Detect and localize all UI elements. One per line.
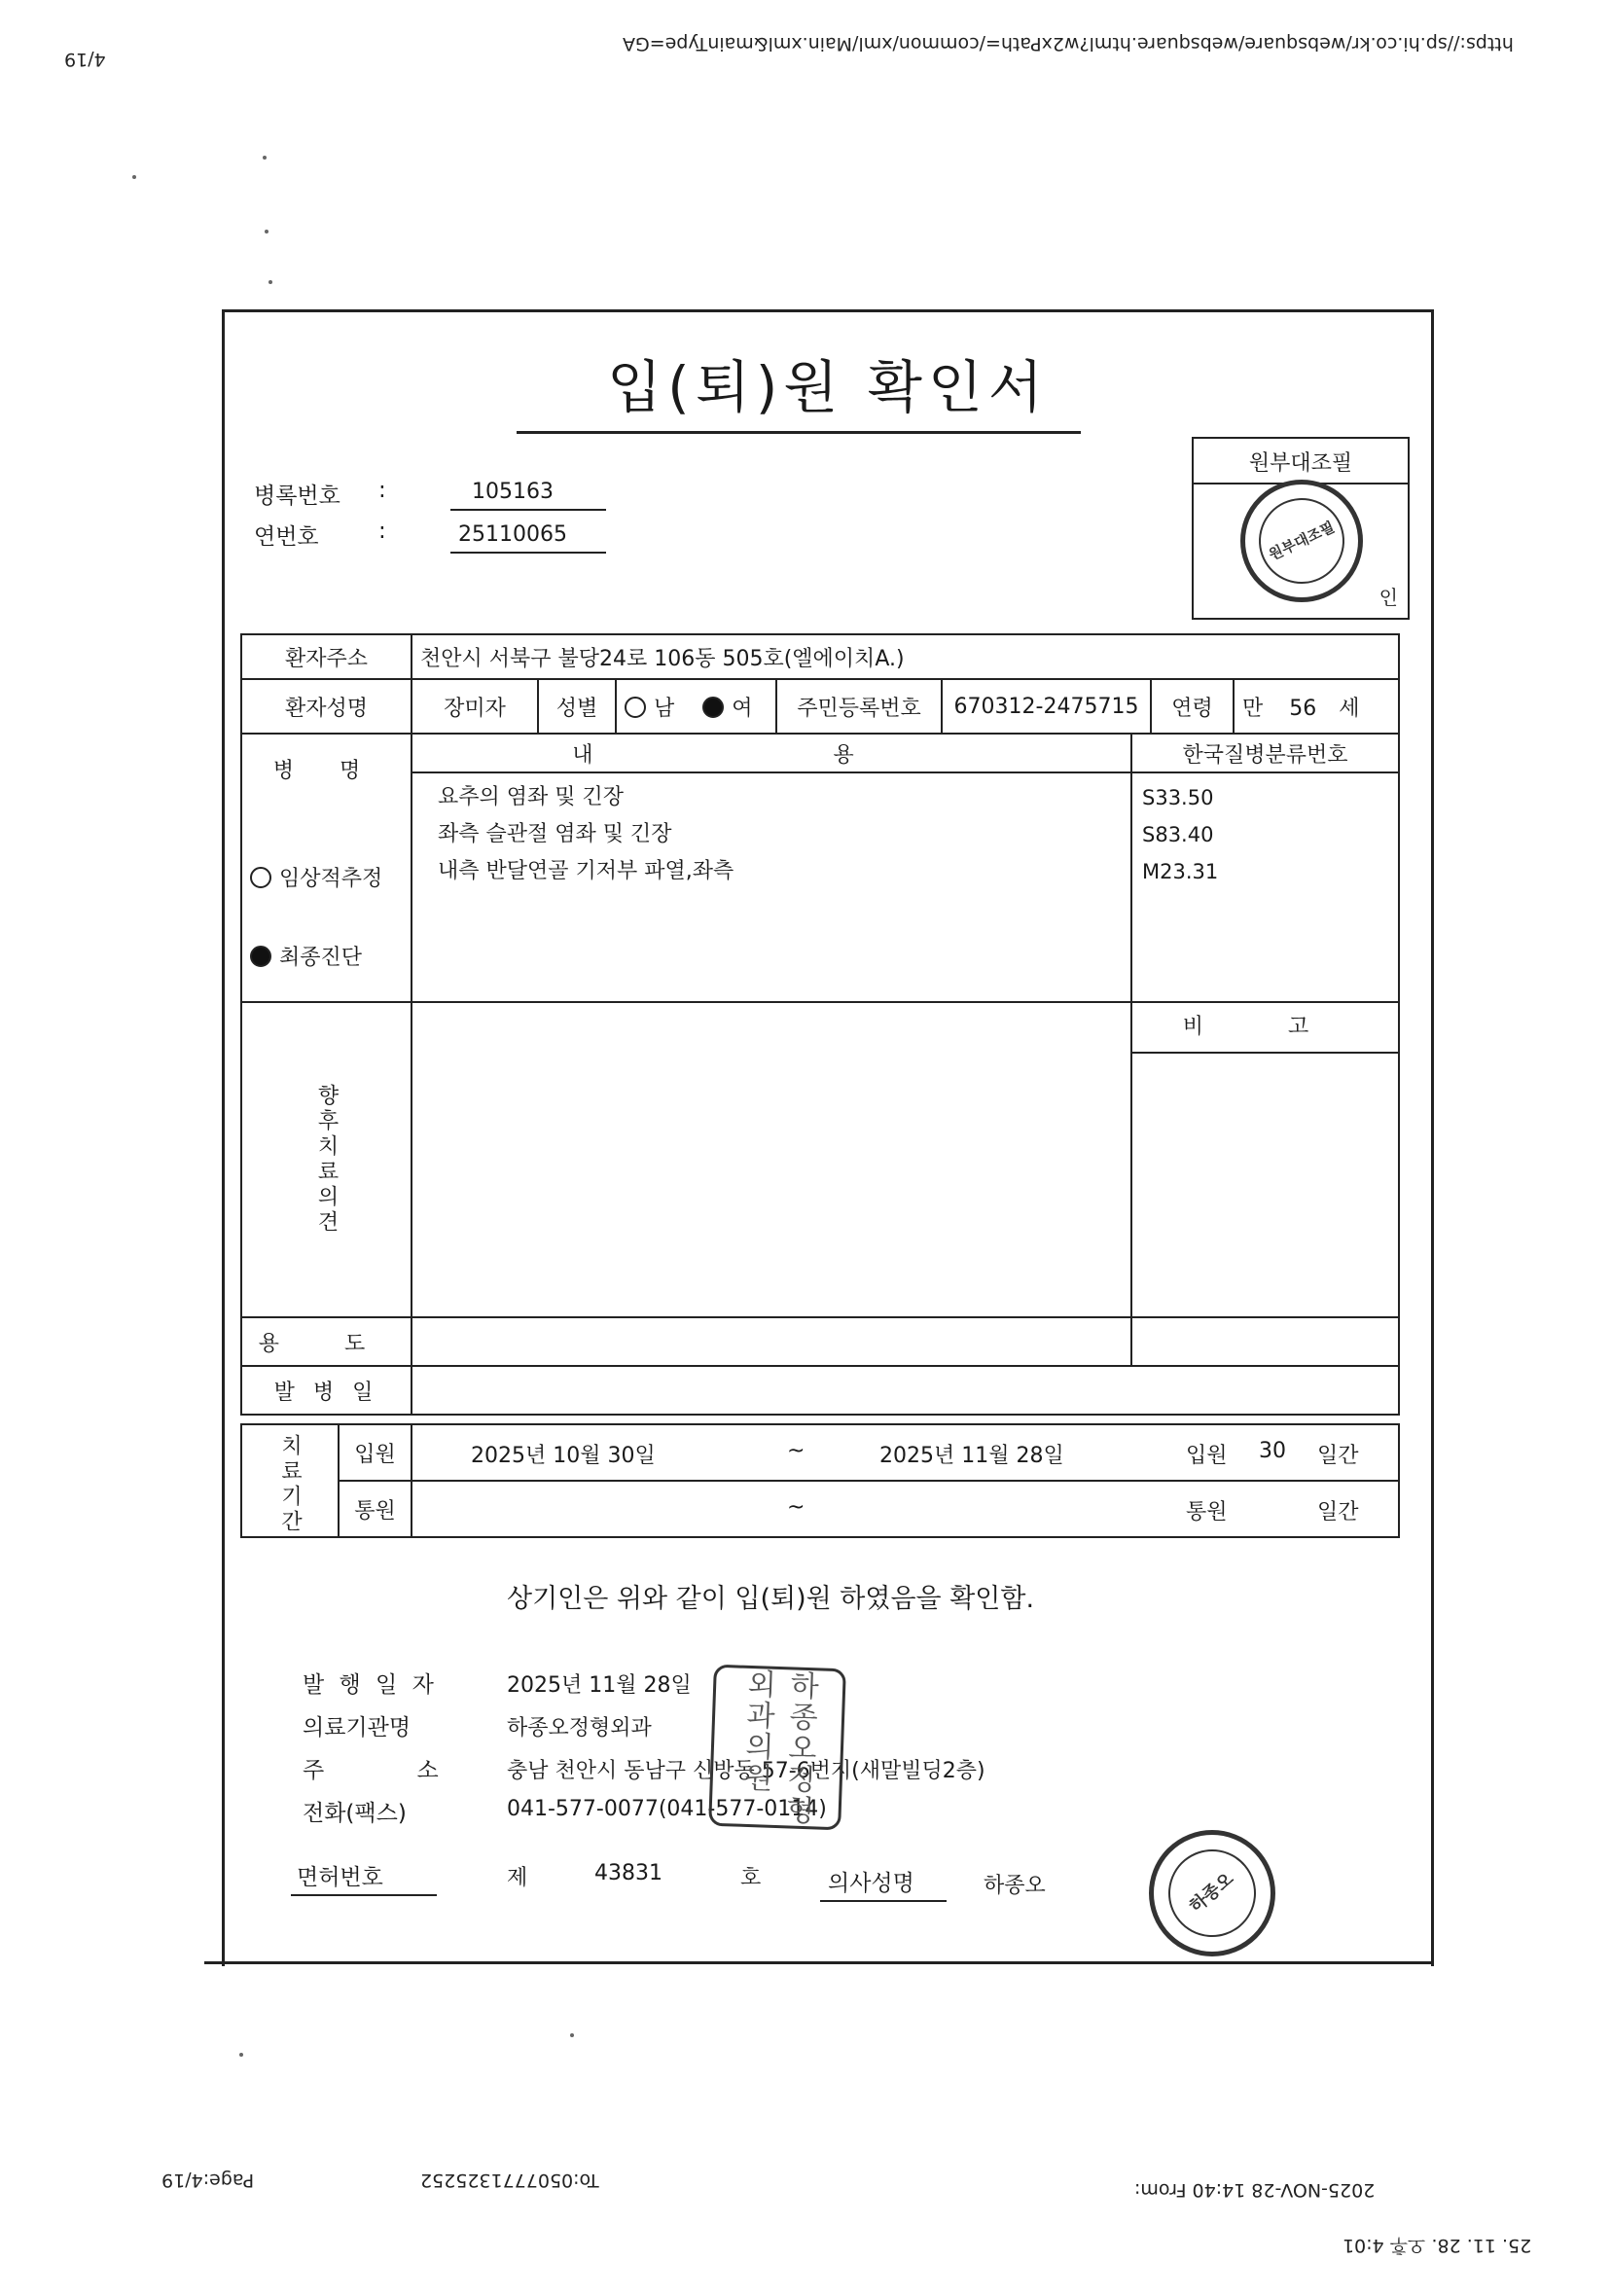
onset-label: 발 병 일 — [241, 1366, 412, 1415]
doctor-label: 의사성명 — [828, 1871, 914, 1896]
doctor-name: 하종오 — [984, 1874, 1046, 1898]
name-label: 환자성명 — [241, 679, 412, 734]
rrn-label: 주민등록번호 — [776, 679, 942, 734]
diagnosis-label: 병 명 — [272, 759, 380, 783]
clinical-option — [250, 862, 403, 892]
remarks-cell — [1131, 1002, 1399, 1317]
document-title: 입(퇴)원 확인서 — [607, 354, 1049, 420]
outpatient-row — [412, 1481, 1399, 1537]
outpatient-label: 통원 — [339, 1481, 412, 1537]
phone-label: 전화(팩스) — [303, 1801, 407, 1826]
diagnosis-code: S33.50 — [1142, 786, 1214, 809]
female-label: 여 — [732, 696, 753, 721]
title-underline — [517, 431, 1081, 434]
admission-certificate — [222, 309, 1434, 1966]
future-treatment-label-cell — [241, 1002, 412, 1317]
record-no-underline — [450, 509, 606, 511]
stamp-box-mark: 인 — [1378, 586, 1398, 609]
inpatient-days-unit: 일간 — [1317, 1444, 1359, 1468]
sex-label: 성별 — [538, 679, 616, 734]
final-radio-icon — [250, 946, 271, 967]
address-label: 환자주소 — [241, 634, 412, 679]
remarks-label: 비 고 — [1132, 1003, 1398, 1054]
issue-date: 2025년 11월 28일 — [507, 1673, 692, 1698]
final-option — [250, 941, 403, 971]
age-cell — [1234, 679, 1399, 734]
future-treatment-content — [412, 1002, 1131, 1317]
fax-footer-sender: 2025-NOV-28 14:40 From: — [1134, 2179, 1376, 2201]
age-unit: 세 — [1339, 696, 1360, 721]
inpatient-row — [412, 1424, 1399, 1481]
purpose-label: 용 도 — [241, 1317, 412, 1366]
scan-speck — [265, 230, 268, 233]
code-list — [1131, 772, 1399, 1002]
treatment-period-label: 치료기간 — [277, 1434, 303, 1535]
license-label: 면허번호 — [297, 1865, 383, 1890]
outpatient-days-label: 통원 — [1186, 1500, 1228, 1525]
patient-name: 장미자 — [412, 679, 538, 734]
inpatient-days: 30 — [1259, 1439, 1286, 1463]
license-suffix: 호 — [740, 1866, 762, 1890]
age-prefix: 만 — [1242, 696, 1264, 721]
purpose-remarks — [1131, 1317, 1399, 1366]
onset-content — [412, 1366, 1399, 1415]
scan-speck — [268, 280, 272, 284]
fax-url: https://sp.hi.co.kr/websquare/websquare.html?w2xPath=/common/xml/Main.xml&mainType=GA — [623, 33, 1514, 54]
fax-footer-to: To:0507771325252 — [420, 2170, 599, 2191]
future-treatment-label: 향후치료의견 — [314, 1084, 339, 1236]
diagnosis-code: S83.40 — [1142, 823, 1214, 846]
record-no-label: 병록번호 — [254, 484, 340, 509]
scan-speck — [239, 2053, 243, 2057]
clinical-radio-icon — [250, 867, 271, 888]
hospital-label: 의료기관명 — [303, 1715, 412, 1740]
female-radio-icon — [702, 697, 724, 718]
scan-speck — [570, 2033, 574, 2037]
code-header: 한국질병분류번호 — [1131, 734, 1399, 772]
diagnosis-item: 요추의 염좌 및 긴장 — [438, 785, 624, 809]
diagnosis-code: M23.31 — [1142, 860, 1219, 883]
sex-options — [616, 679, 776, 734]
content-header: 내 용 — [412, 734, 1131, 772]
issue-date-label: 발 행 일 자 — [303, 1672, 438, 1698]
stamp-box-label: 원부대조필 — [1194, 447, 1408, 484]
male-label: 남 — [654, 696, 675, 721]
inpatient-label: 입원 — [339, 1424, 412, 1481]
purpose-content — [412, 1317, 1131, 1366]
serial-no-underline — [450, 552, 606, 554]
license-number: 43831 — [594, 1861, 662, 1885]
outpatient-tilde: ~ — [787, 1495, 806, 1520]
form-bottom-border — [204, 1961, 1432, 1964]
fax-page-top: 4/19 — [64, 49, 106, 70]
diagnosis-label-cell — [241, 734, 412, 1002]
diagnosis-item: 내측 반달연골 기저부 파열,좌측 — [438, 859, 734, 883]
inpatient-end: 2025년 11월 28일 — [879, 1444, 1064, 1468]
doctor-seal — [1149, 1830, 1275, 1956]
diagnosis-list — [412, 772, 1131, 1002]
patient-rrn: 670312-2475715 — [942, 679, 1151, 734]
record-no-colon: : — [378, 478, 386, 503]
address-label-issuer: 주 소 — [303, 1758, 482, 1783]
inpatient-tilde: ~ — [787, 1439, 806, 1463]
patient-age: 56 — [1289, 696, 1317, 721]
hospital-name: 하종오정형외과 — [507, 1716, 652, 1740]
record-no: 105163 — [472, 480, 554, 504]
hospital-address: 충남 천안시 동남구 신방동 57-6번지(새말빌딩2층) — [507, 1759, 985, 1783]
patient-table — [240, 633, 1400, 735]
age-label: 연령 — [1151, 679, 1234, 734]
inpatient-days-label: 입원 — [1186, 1444, 1228, 1468]
inpatient-start: 2025년 10월 30일 — [471, 1444, 656, 1468]
clinical-label: 임상적추정 — [279, 867, 383, 891]
serial-no-label: 연번호 — [254, 524, 319, 550]
fax-footer-page: Page:4/19 — [161, 2170, 255, 2191]
scan-speck — [263, 156, 267, 160]
final-label: 최종진단 — [279, 946, 363, 970]
treatment-period-table — [240, 1423, 1400, 1538]
treatment-period-label-cell — [241, 1424, 339, 1537]
serial-no-colon: : — [378, 519, 386, 544]
diagnosis-table — [240, 733, 1400, 1416]
outpatient-days-unit: 일간 — [1317, 1500, 1359, 1525]
diagnosis-item: 좌측 슬관절 염좌 및 긴장 — [438, 822, 672, 846]
license-underline — [291, 1894, 437, 1896]
hospital-seal: 하종오정형외과의원 — [708, 1665, 846, 1831]
serial-no: 25110065 — [458, 522, 567, 547]
hospital-phone: 041-577-0077(041-577-0114) — [507, 1797, 827, 1821]
scan-speck — [132, 175, 136, 179]
license-prefix: 제 — [507, 1866, 528, 1890]
doctor-seal-text: 하종오 — [1151, 1832, 1274, 1955]
confirmation-statement: 상기인은 위와 같이 입(퇴)원 하였음을 확인함. — [507, 1584, 1035, 1614]
fax-footer-received: 25. 11. 28. 오후 4:01 — [1342, 2235, 1532, 2256]
doctor-label-underline — [820, 1900, 947, 1902]
record-seal-text: 원부대조필 — [1245, 484, 1359, 598]
patient-address: 천안시 서북구 불당24로 106동 505호(엘에이치A.) — [412, 634, 1399, 679]
male-radio-icon — [625, 697, 646, 718]
record-seal — [1240, 480, 1363, 602]
